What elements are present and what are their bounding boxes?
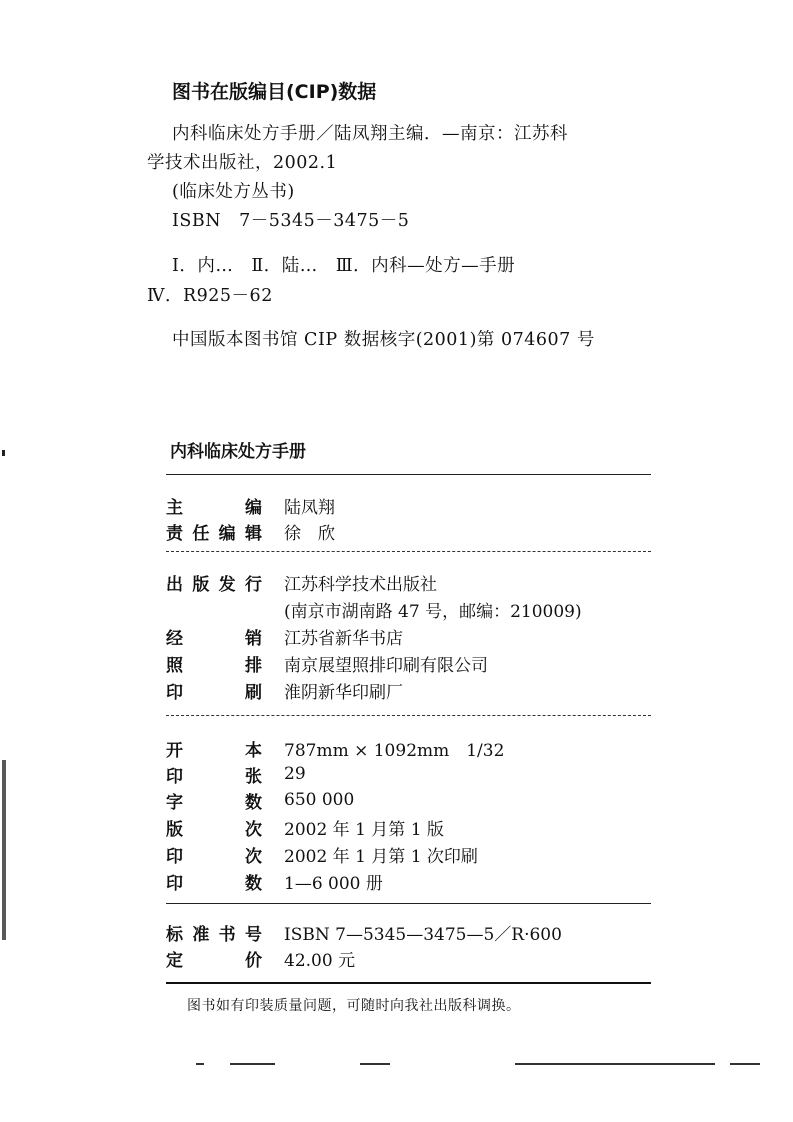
scan-artifact (515, 1063, 715, 1065)
colophon-label (166, 493, 262, 518)
colophon-label-char: 编 (218, 523, 236, 544)
colophon-label-char: 刷 (245, 682, 262, 703)
cip-series: (临床处方丛书) (172, 182, 295, 202)
colophon-label-char: 开 (166, 740, 183, 761)
colophon-value: 江苏省新华书店 (284, 628, 403, 649)
colophon-label (166, 920, 262, 945)
colophon-value: 787mm × 1092mm 1/32 (284, 740, 505, 761)
cip-record-number: 中国版本图书馆 CIP 数据核字(2001)第 074607 号 (172, 330, 595, 350)
colophon-value: 2002 年 1 月第 1 版 (284, 819, 444, 840)
colophon-label-char: 定 (166, 950, 183, 971)
colophon-value: 1—6 000 册 (284, 873, 383, 894)
colophon-row (166, 842, 478, 866)
colophon-value: 江苏科学技术出版社 (284, 574, 437, 595)
colophon-label-char: 编 (245, 497, 262, 518)
colophon-row (166, 597, 582, 621)
colophon-label-char: 本 (245, 740, 262, 761)
colophon-label-char: 排 (245, 655, 262, 676)
colophon-label (166, 736, 262, 761)
colophon-label (166, 570, 262, 595)
colophon-row (166, 946, 355, 970)
colophon-value: 陆凤翔 (284, 497, 335, 518)
colophon-row (166, 788, 354, 812)
colophon-label (166, 519, 262, 544)
colophon-label-char: 字 (166, 792, 183, 813)
colophon-label-char: 主 (166, 497, 183, 518)
cip-heading: 图书在版编目(CIP)数据 (172, 81, 377, 103)
colophon-label-char: 数 (245, 873, 262, 894)
colophon-row (166, 624, 403, 648)
colophon-row (166, 519, 335, 543)
colophon-label-char: 数 (245, 792, 262, 813)
colophon-label-char: 准 (192, 924, 210, 945)
cip-isbn: ISBN 7－5345－3475－5 (172, 211, 410, 231)
colophon-label-char: 号 (244, 924, 262, 945)
colophon-row (166, 815, 444, 839)
divider-top (166, 474, 651, 475)
colophon-row (166, 869, 383, 893)
colophon-label (166, 651, 262, 676)
scan-artifact (230, 1063, 275, 1065)
colophon-label (166, 842, 262, 867)
colophon-row (166, 920, 562, 944)
colophon-label (166, 946, 262, 971)
colophon-value: 29 (284, 764, 306, 784)
colophon-value: 42.00 元 (284, 950, 356, 971)
colophon-label-char: 出 (166, 574, 183, 595)
colophon-label-char: 次 (245, 846, 262, 867)
colophon-label (166, 762, 262, 787)
colophon-value: ISBN 7—5345—3475—5／R·600 (284, 924, 562, 945)
scan-edge-mark (2, 760, 6, 940)
colophon-label (166, 678, 262, 703)
colophon-label-char: 照 (166, 655, 183, 676)
scan-artifact (730, 1063, 760, 1065)
cip-title-line-2: 学技术出版社，2002.1 (147, 153, 338, 173)
colophon-value: 2002 年 1 月第 1 次印刷 (284, 846, 478, 867)
colophon-label (166, 869, 262, 894)
colophon-row (166, 678, 403, 702)
cip-classification-line-1: Ⅰ．内… Ⅱ．陆… Ⅲ．内科—处方—手册 (172, 256, 516, 276)
colophon-label-char: 销 (245, 628, 262, 649)
cip-classification-line-2: Ⅳ．R925－62 (147, 286, 273, 306)
colophon-label-char: 印 (166, 873, 183, 894)
colophon-label-char: 标 (166, 924, 183, 945)
quality-note: 图书如有印装质量问题，可随时向我社出版科调换。 (187, 998, 521, 1014)
colophon-label-char: 行 (244, 574, 262, 595)
colophon-value: (南京市湖南路 47 号，邮编：210009) (284, 601, 582, 622)
divider-bottom (166, 982, 651, 984)
colophon-value: 南京展望照排印刷有限公司 (284, 655, 488, 676)
colophon-label-char: 印 (166, 766, 183, 787)
colophon-label (166, 815, 262, 840)
colophon-label-char: 经 (166, 628, 183, 649)
colophon-value: 淮阴新华印刷厂 (284, 682, 403, 703)
colophon-label (166, 624, 262, 649)
colophon-row (166, 493, 335, 517)
colophon-value: 徐 欣 (284, 523, 335, 544)
colophon-label-char: 责 (166, 523, 183, 544)
colophon-label-char: 书 (218, 924, 236, 945)
colophon-value: 650 000 (284, 790, 355, 810)
colophon-label-char: 印 (166, 846, 183, 867)
cip-title-line-1: 内科临床处方手册／陆凤翔主编．—南京：江苏科 (172, 124, 568, 144)
divider-editors (166, 551, 651, 552)
divider-publishing (166, 715, 651, 716)
colophon-label-char: 版 (192, 574, 210, 595)
scan-artifact (360, 1063, 390, 1065)
colophon-label (166, 788, 262, 813)
colophon-row (166, 651, 488, 675)
colophon-row (166, 762, 306, 786)
colophon-row (166, 736, 504, 760)
colophon-row (166, 570, 437, 594)
scan-edge-mark (2, 450, 5, 456)
colophon-label-char: 辑 (244, 523, 262, 544)
colophon-label-char: 价 (245, 950, 262, 971)
colophon-label-char: 张 (245, 766, 262, 787)
colophon-label-char: 发 (218, 574, 236, 595)
colophon-label-char: 次 (245, 819, 262, 840)
divider-specs (166, 903, 651, 904)
colophon-label-char: 印 (166, 682, 183, 703)
colophon-label-char: 版 (166, 819, 183, 840)
scan-artifact (196, 1063, 204, 1065)
book-title: 内科临床处方手册 (170, 442, 306, 462)
colophon-label-char: 任 (192, 523, 210, 544)
